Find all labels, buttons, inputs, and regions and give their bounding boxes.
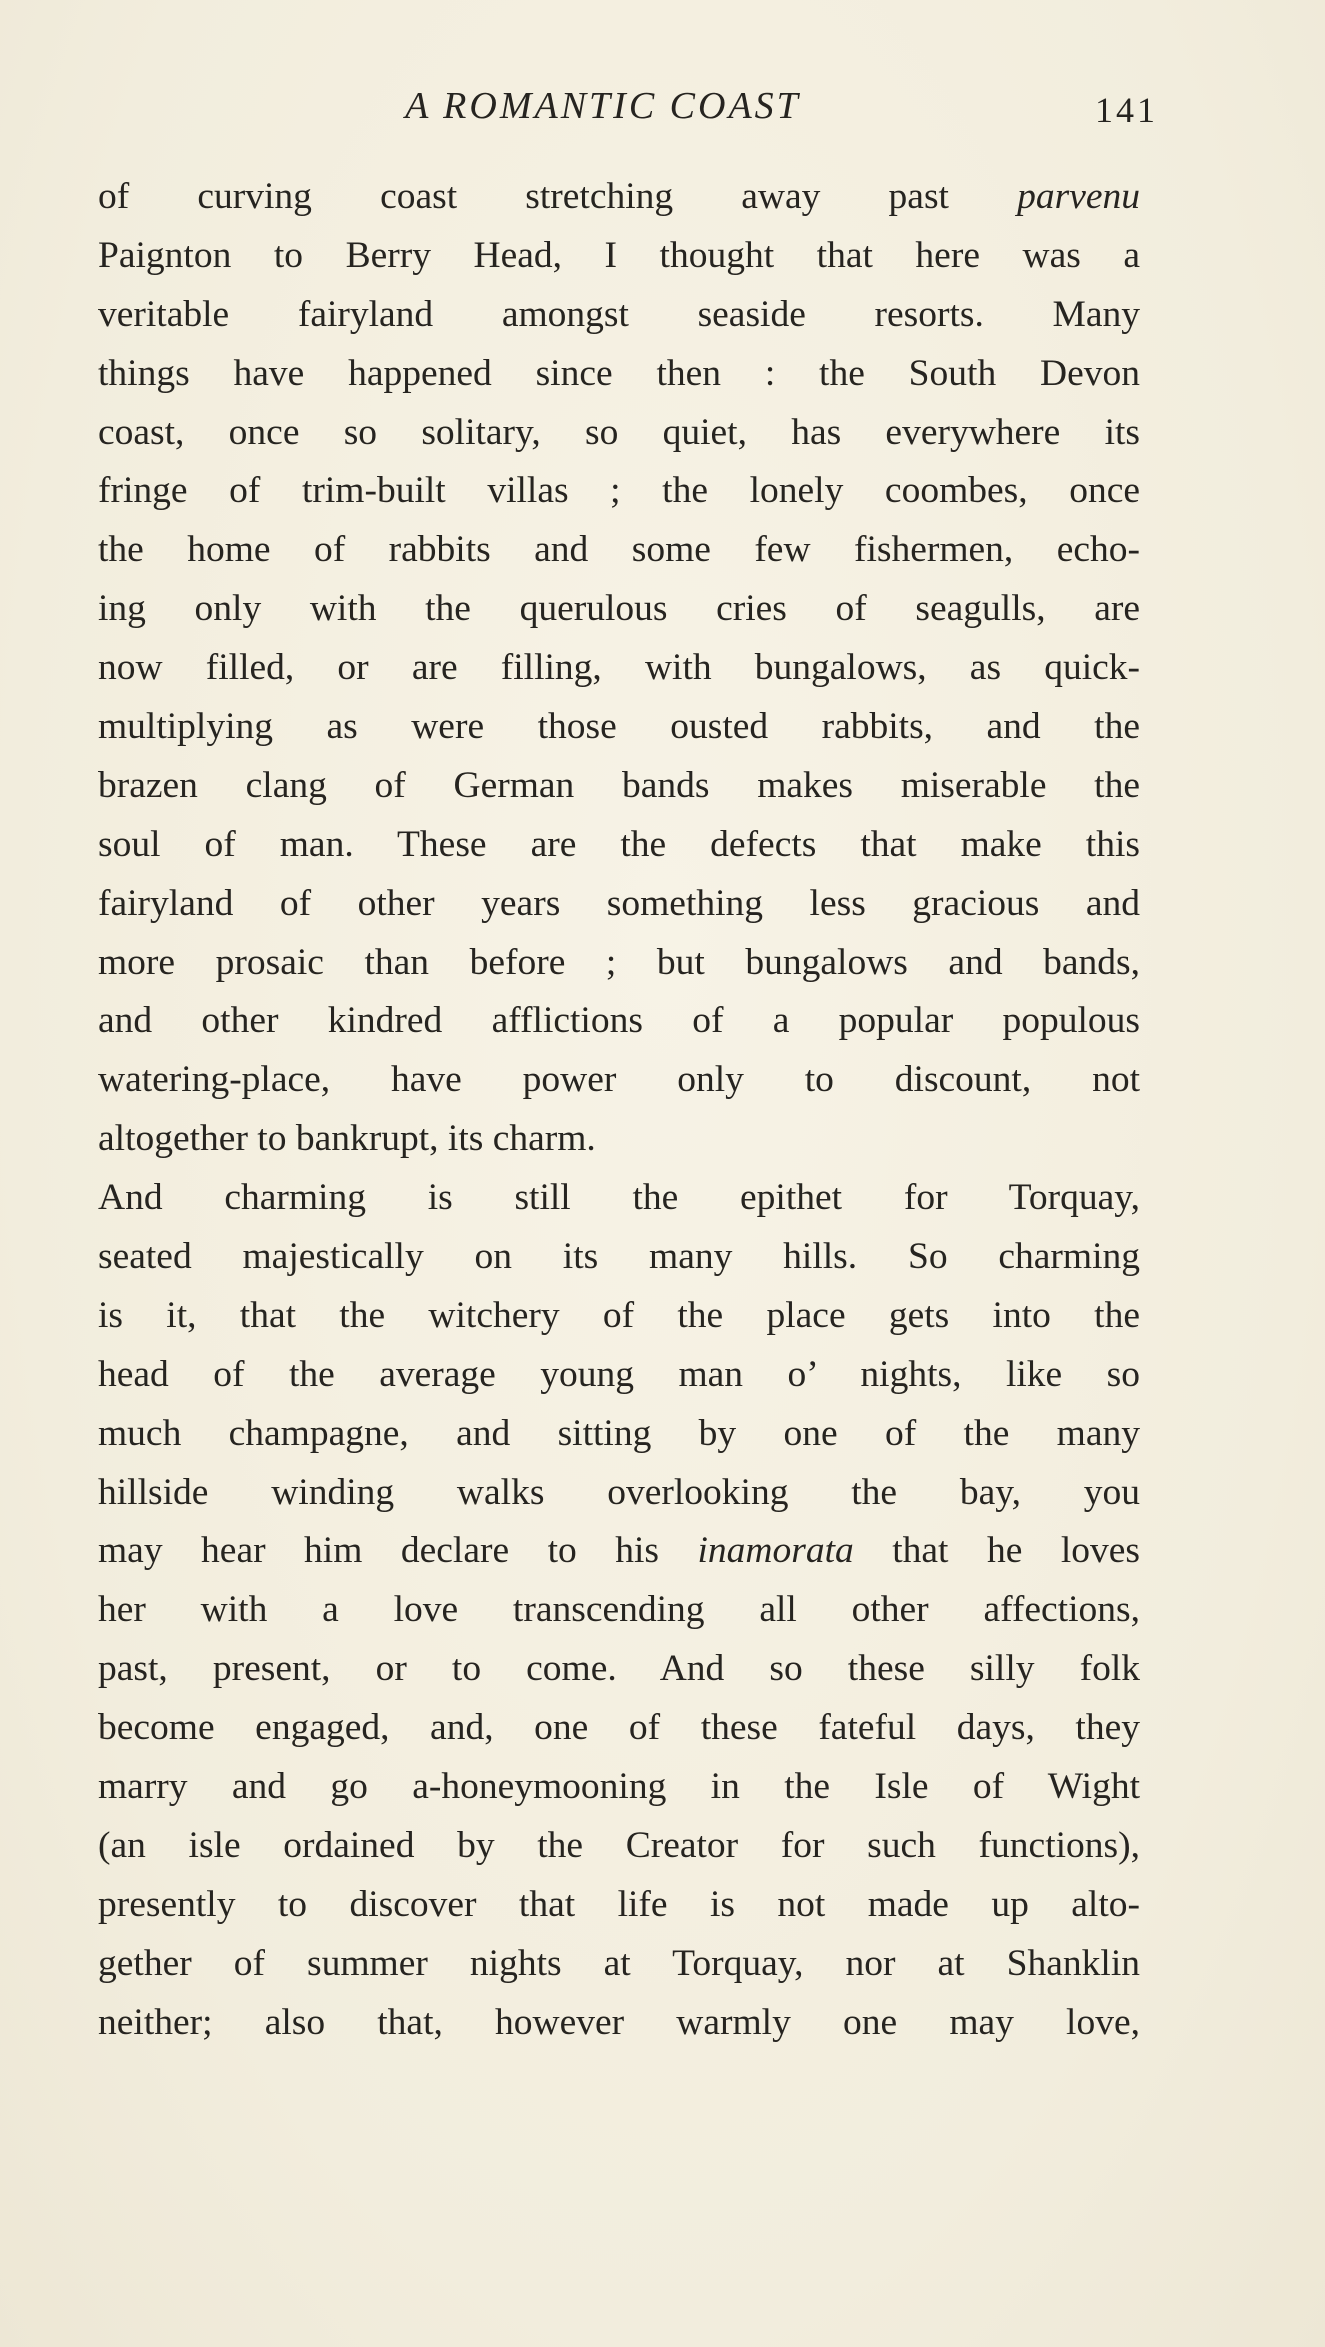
text-run: of curving coast stretching away past <box>98 176 1018 217</box>
text-line <box>98 462 1140 521</box>
text-run: fringe of trim-built villas ; the lonely coombes, once <box>98 470 1140 512</box>
text-line <box>98 286 1140 345</box>
text-run: that he loves <box>853 1530 1140 1572</box>
page-number: 141 <box>1095 90 1158 130</box>
text-line <box>98 227 1140 286</box>
text-line <box>98 1640 1140 1699</box>
text-line <box>98 757 1140 816</box>
text-line <box>98 1169 1140 1228</box>
text-run: her with a love transcending all other affections, <box>98 1589 1140 1631</box>
text-run: Paignton to Berry Head, I thought that here was a <box>98 234 1140 276</box>
text-run: (an isle ordained by the Creator for such functions), <box>98 1824 1140 1866</box>
text-run: gether of summer nights at Torquay, nor at Shanklin <box>98 1942 1140 1984</box>
text-run: fairyland of other years something less gracious and <box>98 882 1140 924</box>
text-run: much champagne, and sitting by one of the many <box>98 1412 1140 1454</box>
text-run: presently to discover that life is not made up alto- <box>98 1883 1140 1925</box>
text-line <box>98 1699 1140 1758</box>
text-line <box>98 1287 1140 1346</box>
text-run: head of the average young man o’ nights, like so <box>98 1353 1140 1395</box>
text-line <box>98 345 1140 404</box>
text-run: now filled, or are filling, with bungalows, as quick- <box>98 647 1140 689</box>
text-run: veritable fairyland amongst seaside resorts. Many <box>98 293 1140 335</box>
text-line <box>98 639 1140 698</box>
text-line <box>98 992 1140 1051</box>
text-line <box>98 1935 1140 1994</box>
text-line <box>98 1876 1140 1935</box>
text-line <box>98 1228 1140 1287</box>
text-line <box>98 1758 1140 1817</box>
text-run: is it, that the witchery of the place gets into the <box>98 1294 1140 1336</box>
text-run: and other kindred afflictions of a popular populous <box>98 1000 1140 1042</box>
text-run: things have happened since then : the South Devon <box>98 352 1140 394</box>
text-line <box>98 1464 1140 1523</box>
text-line <box>98 1522 1140 1581</box>
text-line <box>98 521 1140 580</box>
text-line <box>98 580 1140 639</box>
text-run: watering-place, have power only to discount, not <box>98 1059 1140 1101</box>
text-line <box>98 1051 1140 1110</box>
text-line <box>98 934 1140 993</box>
text-run: marry and go a-honeymooning in the Isle of Wight <box>98 1766 1140 1808</box>
text-run: neither; also that, however warmly one may love, <box>98 2001 1140 2043</box>
italic-text-run: parvenu <box>1017 176 1140 217</box>
text-run: may hear him declare to his <box>98 1530 698 1572</box>
text-run: soul of man. These are the defects that make this <box>98 823 1140 865</box>
text-run: brazen clang of German bands makes miserable the <box>98 764 1140 806</box>
text-line <box>98 1817 1140 1876</box>
text-run: hillside winding walks overlooking the bay, you <box>98 1471 1140 1513</box>
text-run: coast, once so solitary, so quiet, has everywhere its <box>98 411 1140 453</box>
text-line <box>98 1110 1140 1169</box>
text-run: the home of rabbits and some few fishermen, echo- <box>98 529 1140 571</box>
text-line <box>98 1581 1140 1640</box>
text-run: altogether to bankrupt, its charm. <box>98 1118 596 1160</box>
text-run: more prosaic than before ; but bungalows and bands, <box>98 941 1140 983</box>
text-run: And charming is still the epithet for Torquay, <box>98 1177 1140 1219</box>
text-run: multiplying as were those ousted rabbits, and the <box>98 706 1140 748</box>
text-line <box>98 816 1140 875</box>
body-text <box>98 168 1140 2053</box>
running-head <box>98 80 1158 132</box>
text-line <box>98 875 1140 934</box>
text-line <box>98 168 1140 227</box>
running-title: A ROMANTIC COAST <box>405 85 801 127</box>
text-run: ing only with the querulous cries of seagulls, are <box>98 588 1140 630</box>
text-run: past, present, or to come. And so these silly folk <box>98 1648 1140 1690</box>
text-line <box>98 1346 1140 1405</box>
text-line <box>98 404 1140 463</box>
text-line <box>98 1405 1140 1464</box>
text-run: become engaged, and, one of these fateful days, they <box>98 1707 1140 1749</box>
text-line <box>98 1994 1140 2053</box>
text-run: seated majestically on its many hills. So charming <box>98 1236 1140 1278</box>
italic-text-run: inamorata <box>697 1530 854 1572</box>
text-line <box>98 698 1140 757</box>
